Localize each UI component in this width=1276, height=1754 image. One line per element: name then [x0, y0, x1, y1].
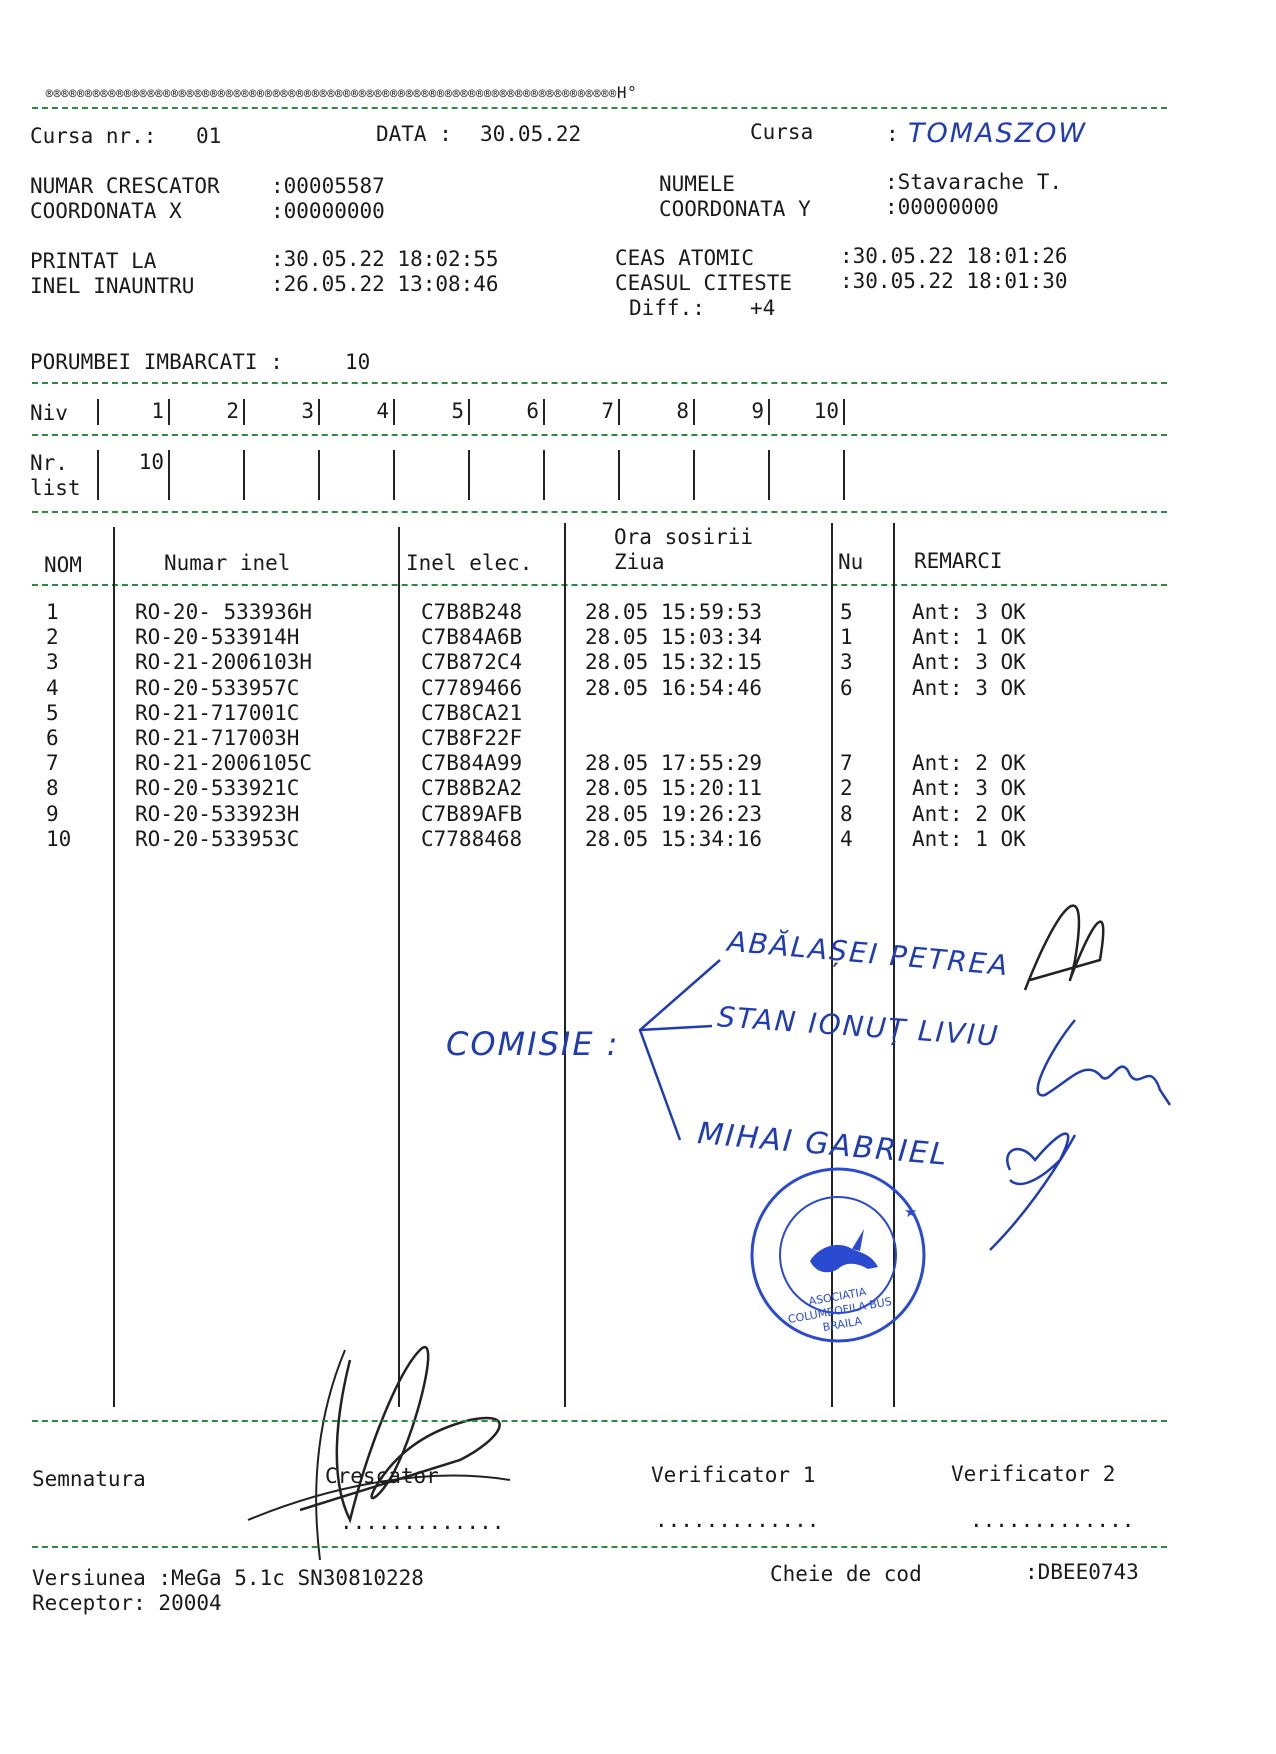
crescator-sign-line: .............	[340, 1510, 505, 1534]
cell-ziua: 28.05 15:20:11	[585, 776, 763, 801]
semnatura-label: Semnatura	[32, 1467, 146, 1491]
diff-label: Diff.:	[629, 296, 705, 320]
printat-label: PRINTAT LA	[30, 249, 157, 273]
cell-inel-elec: C7B8CA21	[421, 700, 523, 725]
cell-remarci: Ant: 3 OK	[912, 650, 1026, 675]
cell-ziua: 28.05 15:34:16	[585, 826, 763, 851]
cell-numar-inel: RO-20- 533936H	[135, 600, 313, 624]
cell-nom: 2	[46, 625, 59, 650]
niv-level: 6	[526, 399, 539, 423]
crescator-label: Crescator	[325, 1464, 439, 1488]
cell-numar-inel: RO-20-533914H	[135, 625, 300, 650]
porumbei-imbarcati-value: 10	[345, 350, 371, 374]
cursa-sep: :	[886, 122, 899, 146]
cursa-nr-label: Cursa nr.:	[30, 124, 157, 148]
verificator-2-label: Verificator 2	[951, 1462, 1116, 1486]
cell-nom: 3	[46, 650, 59, 675]
comisie-label-handwritten: COMISIE :	[446, 1025, 620, 1063]
cell-numar-inel: RO-20-533957C	[135, 675, 300, 700]
cell-nom: 8	[46, 776, 59, 801]
signature-member-1	[1025, 906, 1103, 990]
commission-bracket	[640, 960, 720, 1140]
cell-numar-inel: RO-21-2006103H	[135, 650, 313, 675]
data-label: DATA :	[376, 122, 452, 146]
cell-inel-elec: C7788468	[421, 826, 523, 851]
niv-level: 5	[451, 399, 464, 423]
cursa-name-handwritten: TOMASZOW	[908, 118, 1088, 149]
signature-breeder	[300, 1347, 500, 1520]
diff-value: +4	[750, 296, 776, 320]
cell-nu: 6	[840, 675, 853, 700]
nrlist-label-2: list	[30, 476, 81, 500]
cell-nu: 5	[840, 600, 853, 624]
cell-nu: 1	[840, 625, 853, 650]
cell-ziua: 28.05 17:55:29	[585, 751, 763, 776]
verificator-2-sign-line: .............	[970, 1508, 1135, 1532]
cell-remarci: Ant: 3 OK	[912, 600, 1026, 624]
cell-remarci: Ant: 2 OK	[912, 801, 1026, 826]
col-header-ziua: Ziua	[614, 550, 665, 574]
printat-value: :30.05.22 18:02:55	[271, 247, 499, 271]
numele-label: NUMELE	[659, 172, 735, 196]
cell-nu: 3	[840, 650, 853, 675]
numele-value: :Stavarache T.	[885, 170, 1063, 194]
cell-nu: 8	[840, 801, 853, 826]
cheie-de-cod-label: Cheie de cod	[770, 1562, 922, 1586]
cell-numar-inel: RO-21-717001C	[135, 700, 300, 725]
ceasul-citeste-value: :30.05.22 18:01:30	[840, 269, 1068, 293]
cell-nom: 6	[46, 726, 59, 750]
cell-ziua: 28.05 15:03:34	[585, 625, 763, 650]
coordx-value: :00000000	[271, 199, 385, 223]
ceasul-citeste-label: CEASUL CITESTE	[615, 271, 793, 295]
signature-member-3	[990, 1134, 1075, 1250]
nrlist-value: 10	[138, 450, 164, 474]
niv-level: 4	[376, 399, 389, 423]
cell-inel-elec: C7B89AFB	[421, 801, 523, 826]
cell-inel-elec: C7789466	[421, 675, 523, 700]
cell-inel-elec: C7B84A99	[421, 751, 523, 776]
porumbei-imbarcati-label: PORUMBEI IMBARCATI :	[30, 350, 283, 374]
cell-numar-inel: RO-20-533923H	[135, 801, 300, 826]
cell-numar-inel: RO-20-533921C	[135, 776, 300, 801]
cell-nom: 4	[46, 675, 59, 700]
cell-ziua: 28.05 15:59:53	[585, 600, 763, 624]
cell-remarci: Ant: 2 OK	[912, 751, 1026, 776]
cursa-label: Cursa	[750, 120, 814, 144]
cell-nom: 7	[46, 751, 59, 776]
cell-nu: 7	[840, 751, 853, 776]
cell-nu: 2	[840, 776, 853, 801]
divider	[32, 1420, 1167, 1422]
cell-nom: 1	[46, 600, 59, 624]
stamp-text: ASOCIATIA COLUMBOFILA BUS BRAILA	[787, 1285, 893, 1335]
numar-crescator-value: :00005587	[271, 174, 385, 198]
header-suffix: H°	[616, 83, 638, 102]
cell-numar-inel: RO-21-2006105C	[135, 751, 313, 776]
niv-level: 7	[601, 399, 614, 423]
cell-numar-inel: RO-21-717003H	[135, 726, 300, 750]
commission-member-2: STAN IONUȚ LIVIU	[716, 1000, 1001, 1053]
versiunea: Versiunea :MeGa 5.1c SN30810228	[32, 1566, 424, 1590]
svg-text:★: ★	[904, 1203, 918, 1221]
niv-level: 9	[751, 399, 764, 423]
cell-ziua: 28.05 19:26:23	[585, 801, 763, 826]
cell-inel-elec: C7B8F22F	[421, 726, 523, 750]
niv-level: 3	[301, 399, 314, 423]
col-header-nu: Nu	[838, 550, 864, 574]
cell-numar-inel: RO-20-533953C	[135, 826, 300, 851]
cell-nu: 4	[840, 826, 853, 851]
niv-level: 8	[676, 399, 689, 423]
receptor: Receptor: 20004	[32, 1591, 222, 1615]
cursa-nr-value: 01	[196, 124, 222, 148]
cell-nom: 9	[46, 801, 59, 826]
col-header-numar-inel: Numar inel	[164, 551, 291, 575]
niv-level: 2	[226, 399, 239, 423]
cell-inel-elec: C7B872C4	[421, 650, 523, 675]
col-header-remarci: REMARCI	[914, 549, 1003, 573]
cell-nom: 10	[46, 826, 72, 851]
coordy-value: :00000000	[885, 195, 999, 219]
cell-remarci: Ant: 3 OK	[912, 675, 1026, 700]
col-header-ora-sosirii: Ora sosirii	[614, 525, 754, 549]
divider	[32, 1546, 1167, 1548]
verificator-1-label: Verificator 1	[651, 1463, 816, 1487]
inel-inauntru-value: :26.05.22 13:08:46	[271, 272, 499, 296]
ceas-atomic-value: :30.05.22 18:01:26	[840, 244, 1068, 268]
cell-ziua: 28.05 15:32:15	[585, 650, 763, 675]
cell-remarci: Ant: 1 OK	[912, 826, 1026, 851]
cell-inel-elec: C7B8B248	[421, 600, 523, 624]
col-header-nom: NOM	[44, 553, 82, 577]
numar-crescator-label: NUMAR CRESCATOR	[30, 174, 220, 198]
signature-member-2	[1038, 1020, 1170, 1105]
niv-level: 10	[813, 399, 839, 423]
cell-ziua: 28.05 16:54:46	[585, 675, 763, 700]
inel-inauntru-label: INEL INAUNTRU	[30, 274, 195, 298]
niv-level: 1	[151, 399, 164, 423]
verificator-1-sign-line: .............	[655, 1508, 820, 1532]
commission-member-3: MIHAI GABRIEL	[695, 1116, 951, 1173]
cell-remarci: Ant: 1 OK	[912, 625, 1026, 650]
commission-member-1: ABĂLAȘEI PETREA	[726, 924, 1011, 983]
nrlist-label: Nr.	[30, 451, 68, 475]
niv-label: Niv	[30, 401, 68, 425]
cheie-de-cod-value: :DBEE0743	[1025, 1560, 1139, 1584]
col-header-inel-elec: Inel elec.	[406, 551, 533, 575]
ceas-atomic-label: CEAS ATOMIC	[615, 246, 755, 270]
cell-inel-elec: C7B84A6B	[421, 625, 523, 650]
data-value: 30.05.22	[480, 122, 582, 146]
cell-inel-elec: C7B8B2A2	[421, 776, 523, 801]
cell-nom: 5	[46, 700, 59, 725]
coordy-label: COORDONATA Y	[659, 197, 811, 221]
cell-remarci: Ant: 3 OK	[912, 776, 1026, 801]
header-marks-glyphs: ®®®®®®®®®®®®®®®®®®®®®®®®®®®®®®®®®®®®®®®®®®®®®®®®®®®®®®®®®®®®®®®®®®®®®®®®®	[45, 87, 617, 101]
coordx-label: COORDONATA X	[30, 199, 182, 223]
